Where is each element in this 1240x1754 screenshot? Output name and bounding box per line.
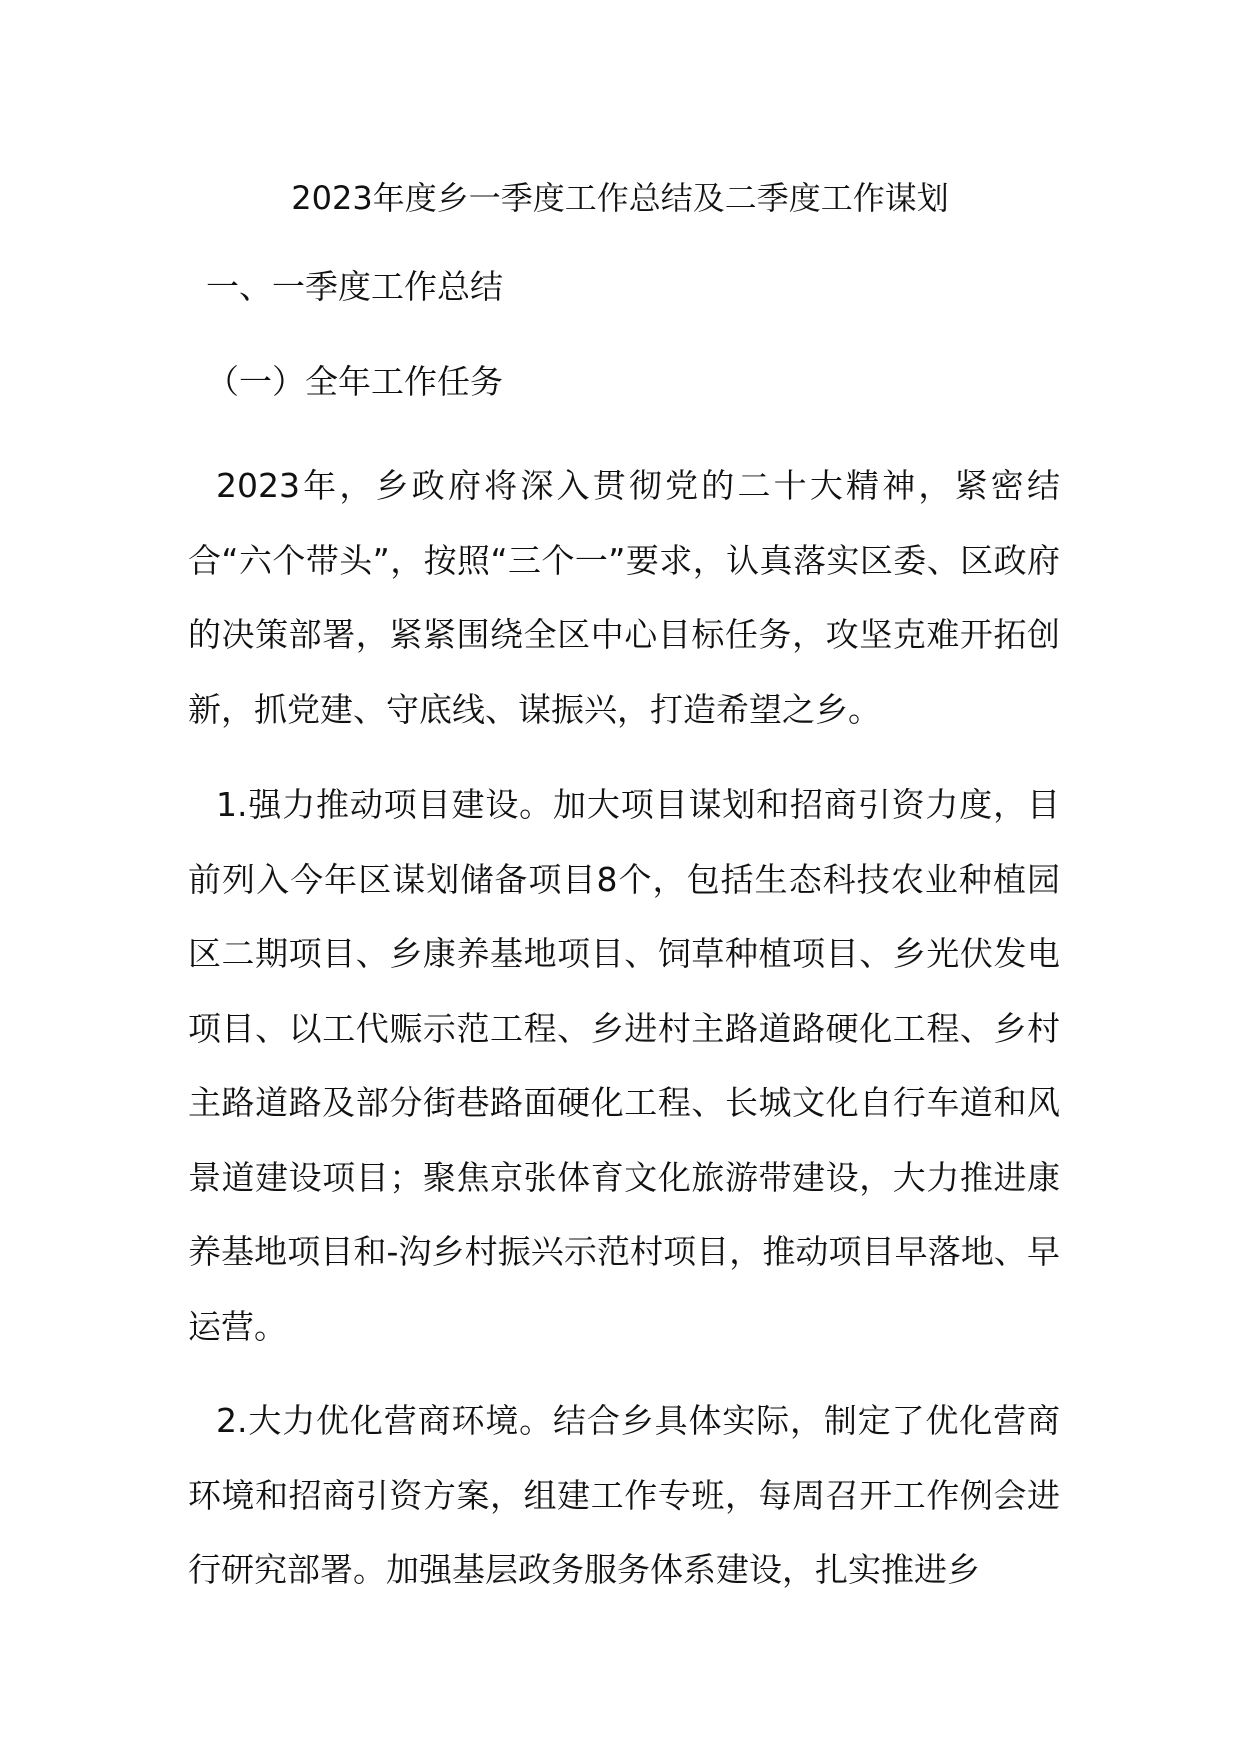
section-heading: 一、一季度工作总结: [206, 267, 503, 306]
paragraph-project-construction: 1.强力推动项目建设。加大项目谋划和招商引资力度，目前列入今年区谋划储备项目8个，包括生态科技农业种植园区二期项目、乡康养基地项目、饲草种植项目、乡光伏发电项目、以工代赈示范工程、乡进村主路道路硬化工程、乡村主路道路及部分街巷路面硬化工程、长城文化自行车道和风景道建设项目；聚焦京张体育文化旅游带建设，大力推进康养基地项目和-沟乡村振兴示范村项目，推动项目早落地、早运营。: [188, 785, 1060, 1346]
subsection-heading: （一）全年工作任务: [206, 362, 503, 401]
document-title: 2023年度乡一季度工作总结及二季度工作谋划: [291, 179, 949, 217]
paragraph-annual-tasks: 2023年，乡政府将深入贯彻党的二十大精神，紧密结合“六个带头”，按照“三个一”要求，认真落实区委、区政府的决策部署，紧紧围绕全区中心目标任务，攻坚克难开拓创新，抓党建、守底线、谋振兴，打造希望之乡。: [188, 466, 1060, 729]
paragraph-business-environment: 2.大力优化营商环境。结合乡具体实际，制定了优化营商环境和招商引资方案，组建工作专班，每周召开工作例会进行研究部署。加强基层政务服务体系建设，扎实推进乡: [188, 1401, 1060, 1589]
